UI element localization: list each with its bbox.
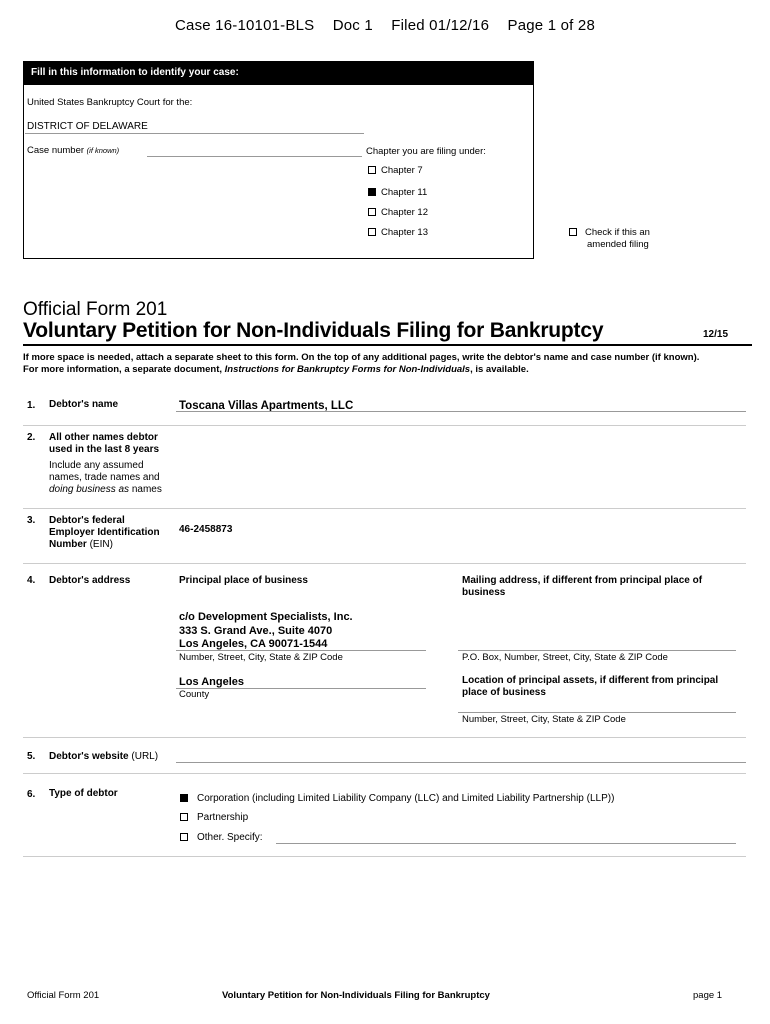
ein-value[interactable]: 46-2458873 [179,524,233,535]
other-option[interactable]: Other. Specify: [180,832,263,843]
case-identification-box [23,61,534,259]
other-checkbox[interactable] [180,833,188,841]
filed-date-header: Filed 01/12/16 [391,17,490,34]
amended-filing-checkbox[interactable] [569,228,577,236]
case-identification-title: Fill in this information to identify your case: [23,61,534,85]
footer-form-number: Official Form 201 [27,990,100,1001]
mailing-address-caption: P.O. Box, Number, Street, City, State & ZIP Code [462,652,668,663]
chapter-label: Chapter you are filing under: [366,146,486,157]
principal-assets-line[interactable] [458,712,736,713]
chapter-7-option[interactable]: Chapter 7 [368,165,423,176]
amended-filing-option[interactable]: Check if this an amended filing [569,227,650,251]
separator [23,737,746,738]
q3-number: 3. [27,515,36,526]
mailing-address-line[interactable] [458,650,736,651]
court-label: United States Bankruptcy Court for the: [27,97,193,108]
q2-label: All other names debtor used in the last 8 years [49,432,160,455]
county-value[interactable]: Los Angeles [179,676,244,688]
website-input[interactable] [176,762,746,763]
footer-page-number: page 1 [693,990,723,1001]
principal-address-value[interactable]: c/o Development Specialists, Inc. 333 S. Grand Ave., Suite 4070 Los Angeles, CA 90071-1544 [179,611,353,650]
official-form-number: Official Form 201 [23,299,168,320]
form-title: Voluntary Petition for Non-Individuals Filing for Bankruptcy [23,319,604,342]
q4-label: Debtor's address [49,575,131,586]
case-header [0,17,770,34]
separator [23,508,746,509]
q6-number: 6. [27,789,36,800]
chapter-13-checkbox[interactable] [368,228,376,236]
principal-address-caption: Number, Street, City, State & ZIP Code [179,652,343,663]
form-instructions: If more space is needed, attach a separate sheet to this form. On the top of any additional pages, write the debtor's name and case number (if known). For more information, a separate document, Instructions for Bankruptcy Forms for Non-Individuals, is available. [23,352,700,375]
case-number-label: Case number (if known) [27,145,120,156]
separator [23,773,746,774]
separator [23,563,746,564]
page-count-header: Page 1 of 28 [507,17,595,34]
form-version: 12/15 [703,329,729,340]
mailing-address-label: Mailing address, if different from principal place of business [462,575,703,598]
principal-place-label: Principal place of business [179,575,308,586]
separator [23,425,746,426]
doc-number-header: Doc 1 [332,17,373,34]
title-rule [23,344,752,346]
corporation-checkbox[interactable] [180,794,188,802]
q3-label: Debtor's federal Employer Identification Number (EIN) [49,515,160,550]
case-number-header: Case 16-10101-BLS [175,17,315,34]
county-line [176,688,426,689]
chapter-11-option[interactable]: Chapter 11 [368,187,427,198]
district-field[interactable]: DISTRICT OF DELAWARE [25,121,364,134]
debtor-name-line [176,411,746,412]
case-number-input[interactable] [147,156,362,157]
q1-label: Debtor's name [49,399,119,410]
chapter-11-checkbox[interactable] [368,188,376,196]
partnership-option[interactable]: Partnership [180,812,248,823]
footer-form-title: Voluntary Petition for Non-Individuals Filing for Bankruptcy [222,990,490,1001]
q1-number: 1. [27,400,36,411]
q6-label: Type of debtor [49,788,118,799]
q5-label: Debtor's website (URL) [49,751,159,762]
principal-address-line [176,650,426,651]
county-caption: County [179,689,210,700]
other-specify-input[interactable] [276,843,736,844]
chapter-12-checkbox[interactable] [368,208,376,216]
chapter-7-checkbox[interactable] [368,166,376,174]
chapter-12-option[interactable]: Chapter 12 [368,207,428,218]
q2-help: Include any assumed names, trade names and doing business as names [49,460,162,495]
separator [23,856,746,857]
chapter-13-option[interactable]: Chapter 13 [368,227,428,238]
principal-assets-label: Location of principal assets, if different from principal place of business [462,675,719,698]
partnership-checkbox[interactable] [180,813,188,821]
corporation-option[interactable]: Corporation (including Limited Liability Company (LLC) and Limited Liability Partnership (LLP)) [180,793,614,804]
q2-number: 2. [27,432,36,443]
principal-assets-caption: Number, Street, City, State & ZIP Code [462,714,626,725]
debtor-name-value[interactable]: Toscana Villas Apartments, LLC [179,400,354,412]
q4-number: 4. [27,575,36,586]
q5-number: 5. [27,751,36,762]
